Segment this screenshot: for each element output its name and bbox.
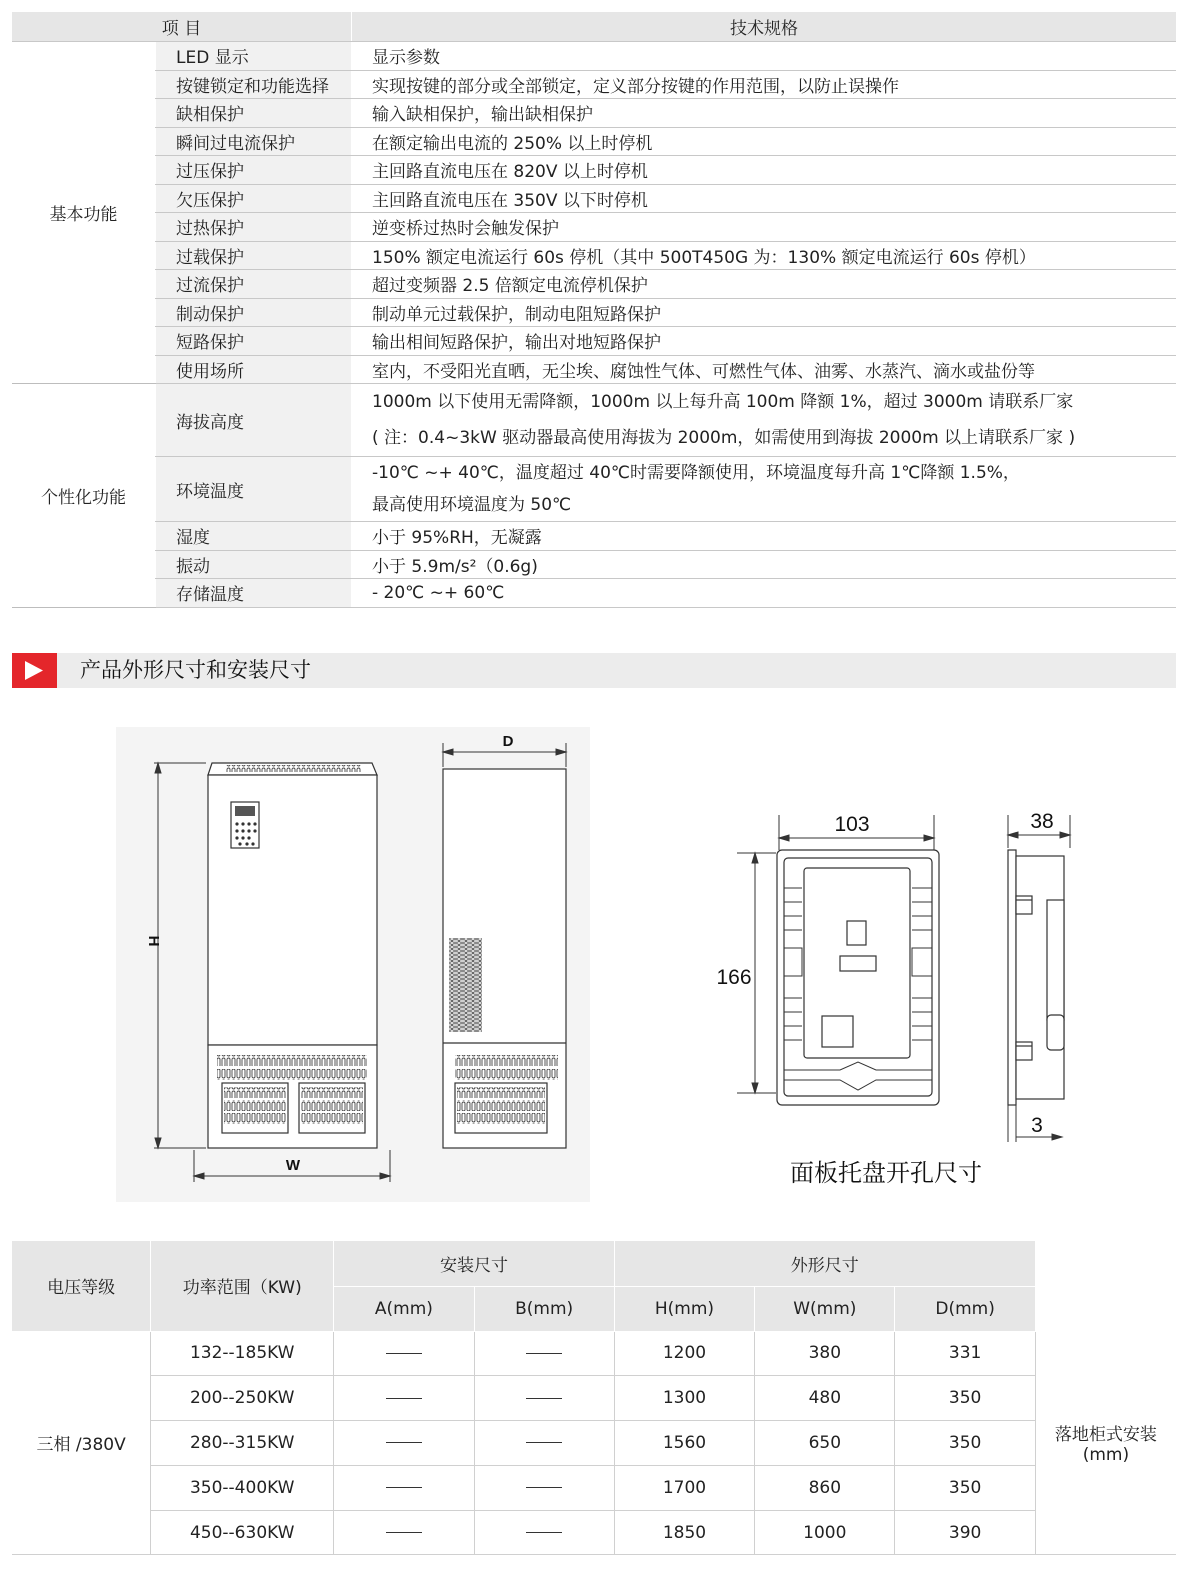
spec-item: 环境温度 [156,457,352,522]
spec-desc: 小于 95%RH，无凝露 [352,522,1177,551]
d-cell: 350 [895,1465,1035,1510]
dimensions-body [12,1331,1176,1555]
install-header: 安装尺寸 [334,1241,615,1286]
spec-row [12,127,1176,156]
dash-mark [386,1442,422,1443]
spec-table [12,12,1176,608]
cabinet-drawing [116,727,590,1202]
spec-desc: 逆变桥过热时会触发保护 [352,213,1177,242]
spec-desc: 室内，不受阳光直晒，无尘埃、腐蚀性气体、可燃性气体、油雾、水蒸汽、滴水或盐份等 [352,355,1177,384]
power-cell: 200--250KW [151,1376,334,1421]
d-cell: 350 [895,1421,1035,1466]
spec-desc: 150% 额定电流运行 60s 停机（其中 500T450G 为：130% 额定电流运行 60s 停机） [352,241,1177,270]
dash-mark [386,1487,422,1488]
h-cell: 1560 [614,1421,754,1466]
spec-item: LED 显示 [156,42,352,71]
spec-row [12,579,1176,608]
dimensions-table [12,1241,1176,1555]
spec-desc-line: -10℃ ~+ 40℃，温度超过 40℃时需要降额使用，环境温度每升高 1℃降额 1.5%， [372,463,1020,483]
b-cell [474,1376,614,1421]
spec-desc: 主回路直流电压在 350V 以下时停机 [352,184,1177,213]
spec-desc: 输出相间短路保护，输出对地短路保护 [352,327,1177,356]
panel-depth-dim: 38 [1030,810,1054,833]
section-header [12,653,1176,688]
spec-desc: 显示参数 [352,42,1177,71]
spec-desc: 实现按键的部分或全部锁定，定义部分按键的作用范围，以防止误操作 [352,70,1177,99]
b-cell [474,1421,614,1466]
spec-item: 振动 [156,550,352,579]
h-cell: 1200 [614,1331,754,1376]
spec-row [12,42,1176,71]
dash-mark [526,1532,562,1533]
spec-row [12,355,1176,384]
dims-row [12,1465,1176,1510]
dims-row [12,1421,1176,1466]
outline-header: 外形尺寸 [614,1241,1035,1286]
front-view [208,763,377,1148]
dash-mark [526,1398,562,1399]
spec-desc [352,384,1177,457]
panel-width-dim: 103 [834,813,870,836]
w-cell: 380 [755,1331,895,1376]
b-header: B(mm) [474,1286,614,1331]
spec-desc: - 20℃ ~+ 60℃ [352,579,1177,608]
mount-note [1035,1331,1176,1555]
panel-tray-drawing [700,800,1100,1200]
spec-row [12,99,1176,128]
dash-mark [386,1353,422,1354]
play-arrow-icon [12,653,57,688]
spec-item: 欠压保护 [156,184,352,213]
spec-item: 短路保护 [156,327,352,356]
spec-row [12,298,1176,327]
spec-row [12,457,1176,522]
spec-item: 湿度 [156,522,352,551]
dash-mark [526,1353,562,1354]
spec-desc-line: 1000m 以下使用无需降额，1000m 以上每升高 100m 降额 1%，超过 3000m 请联系厂家 [372,392,1074,412]
w-header: W(mm) [755,1286,895,1331]
spec-row [12,213,1176,242]
h-cell: 1300 [614,1376,754,1421]
spec-item: 海拔高度 [156,384,352,457]
spec-row [12,70,1176,99]
spec-row [12,384,1176,457]
spec-desc: 小于 5.9m/s²（0.6g) [352,550,1177,579]
spec-row [12,184,1176,213]
spec-row [12,327,1176,356]
d-header: D(mm) [895,1286,1035,1331]
dims-row [12,1331,1176,1376]
voltage-value: 三相 /380V [12,1331,151,1555]
spec-row [12,550,1176,579]
h-header: H(mm) [614,1286,754,1331]
power-cell: 350--400KW [151,1465,334,1510]
power-cell: 132--185KW [151,1331,334,1376]
spec-row [12,156,1176,185]
w-cell: 480 [755,1376,895,1421]
b-cell [474,1331,614,1376]
b-cell [474,1510,614,1555]
panel-caption: 面板托盘开孔尺寸 [790,1159,982,1187]
spec-desc: 主回路直流电压在 820V 以上时停机 [352,156,1177,185]
depth-label: D [502,733,514,750]
spec-desc-line: 最高使用环境温度为 50℃ [372,495,572,515]
spec-item: 过流保护 [156,270,352,299]
h-cell: 1700 [614,1465,754,1510]
w-cell: 1000 [755,1510,895,1555]
spec-row [12,241,1176,270]
height-dimension [154,763,206,1148]
spec-item: 制动保护 [156,298,352,327]
voltage-header: 电压等级 [12,1241,151,1331]
panel-lip-dim: 3 [1031,1114,1043,1137]
spec-desc: 在额定输出电流的 250% 以上时停机 [352,127,1177,156]
a-cell [334,1510,474,1555]
a-cell [334,1465,474,1510]
dash-mark [386,1398,422,1399]
blank-header [1035,1241,1176,1331]
w-cell: 860 [755,1465,895,1510]
w-cell: 650 [755,1421,895,1466]
d-cell: 390 [895,1510,1035,1555]
power-header: 功率范围（KW) [151,1241,334,1331]
spec-header-spec: 技术规格 [352,12,1177,42]
dash-mark [526,1442,562,1443]
height-label: H [145,935,162,947]
dims-row [12,1510,1176,1555]
spec-header-item: 项 目 [12,12,352,42]
power-cell: 280--315KW [151,1421,334,1466]
spec-body [12,42,1176,608]
mount-note-line: (mm) [1082,1445,1130,1466]
spec-desc: 超过变频器 2.5 倍额定电流停机保护 [352,270,1177,299]
panel-height-dim: 166 [716,966,752,989]
spec-category: 个性化功能 [12,384,156,608]
h-cell: 1850 [614,1510,754,1555]
dims-row [12,1376,1176,1421]
spec-item: 过压保护 [156,156,352,185]
spec-category: 基本功能 [12,42,156,384]
spec-item: 按键锁定和功能选择 [156,70,352,99]
spec-item: 存储温度 [156,579,352,608]
a-header: A(mm) [334,1286,474,1331]
side-view [443,769,566,1148]
spec-desc: 制动单元过载保护，制动电阻短路保护 [352,298,1177,327]
spec-item: 瞬间过电流保护 [156,127,352,156]
spec-row [12,522,1176,551]
mount-note-line: 落地柜式安装 [1054,1425,1157,1446]
a-cell [334,1421,474,1466]
spec-item: 缺相保护 [156,99,352,128]
dash-mark [526,1487,562,1488]
power-cell: 450--630KW [151,1510,334,1555]
spec-item: 过载保护 [156,241,352,270]
section-title: 产品外形尺寸和安装尺寸 [80,658,311,682]
d-cell: 331 [895,1331,1035,1376]
spec-desc-line: ( 注：0.4~3kW 驱动器最高使用海拔为 2000m，如需使用到海拔 2000m 以上请联系厂家 ) [372,428,1076,448]
dash-mark [386,1532,422,1533]
spec-item: 使用场所 [156,355,352,384]
a-cell [334,1331,474,1376]
d-cell: 350 [895,1376,1035,1421]
b-cell [474,1465,614,1510]
spec-desc [352,457,1177,522]
spec-row [12,270,1176,299]
a-cell [334,1376,474,1421]
spec-desc: 输入缺相保护，输出缺相保护 [352,99,1177,128]
width-label: W [285,1157,301,1174]
spec-item: 过热保护 [156,213,352,242]
